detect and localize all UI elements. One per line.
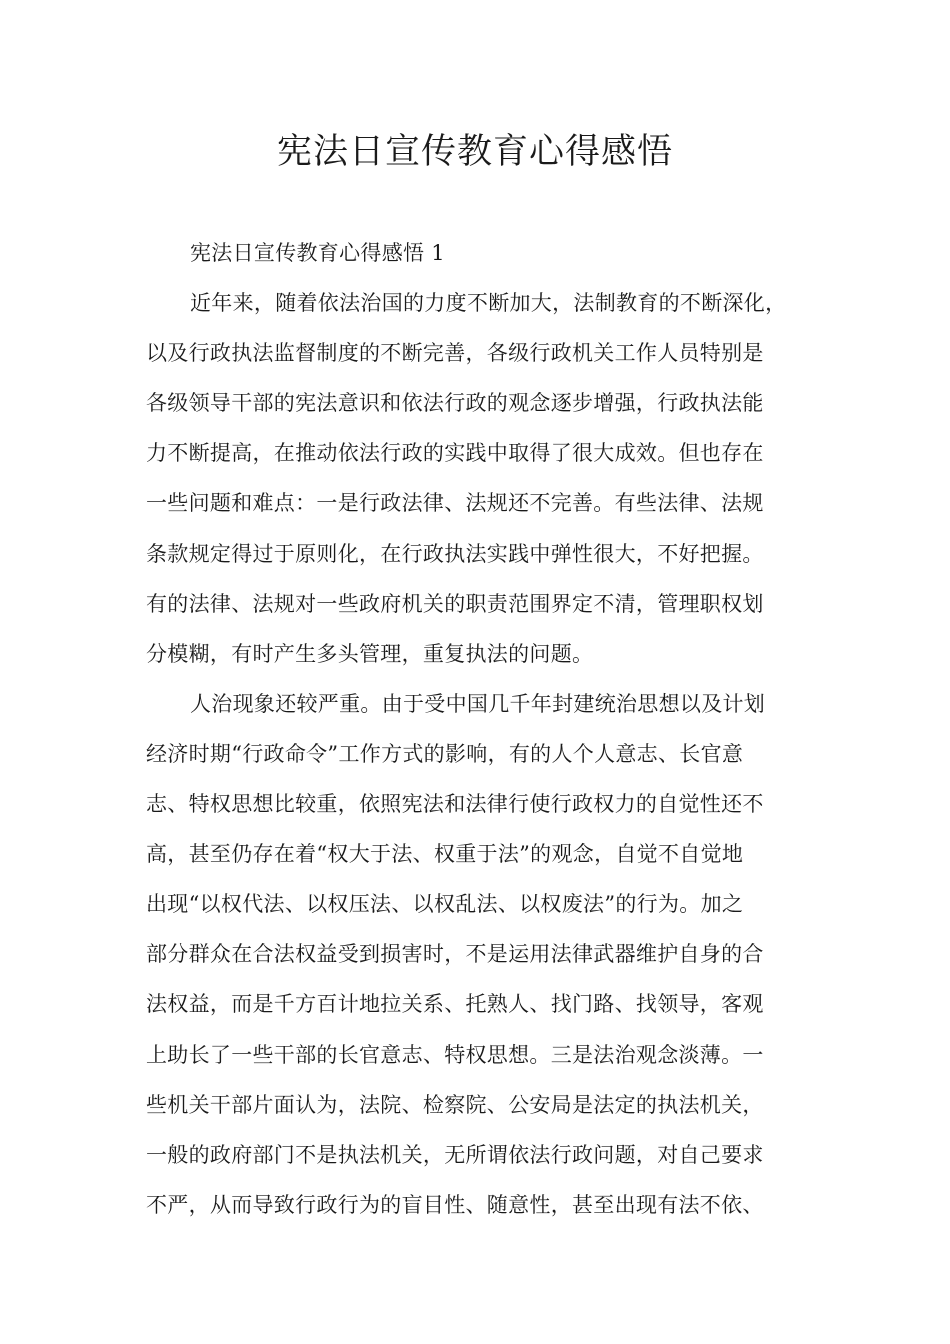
paragraph-line: 以及行政执法监督制度的不断完善，各级行政机关工作人员特别是 bbox=[146, 341, 764, 366]
paragraph-line: 经济时期“行政命令”工作方式的影响，有的人个人意志、长官意 bbox=[146, 741, 744, 766]
paragraph-line: 高，甚至仍存在着“权大于法、权重于法”的观念，自觉不自觉地 bbox=[146, 842, 744, 867]
paragraph-line: 有的法律、法规对一些政府机关的职责范围界定不清，管理职权划 bbox=[146, 591, 764, 616]
paragraph-line: 近年来，随着依法治国的力度不断加大，法制教育的不断深化， bbox=[190, 291, 787, 316]
section-subtitle: 宪法日宣传教育心得感悟 1 bbox=[190, 241, 445, 265]
paragraph-line: 出现“以权代法、以权压法、以权乱法、以权废法”的行为。加之 bbox=[146, 892, 744, 917]
paragraph-line: 法权益，而是千方百计地拉关系、托熟人、找门路、找领导，客观 bbox=[146, 992, 764, 1017]
document-title: 宪法日宣传教育心得感悟 bbox=[276, 132, 673, 172]
paragraph-line: 力不断提高，在推动依法行政的实践中取得了很大成效。但也存在 bbox=[146, 441, 764, 466]
document-body bbox=[146, 228, 826, 1230]
paragraph-line: 些机关干部片面认为，法院、检察院、公安局是法定的执法机关， bbox=[146, 1092, 764, 1117]
paragraph-line: 各级领导干部的宪法意识和依法行政的观念逐步增强，行政执法能 bbox=[146, 391, 764, 416]
paragraph-line: 部分群众在合法权益受到损害时，不是运用法律武器维护自身的合 bbox=[146, 942, 764, 967]
paragraph-line: 一般的政府部门不是执法机关，无所谓依法行政问题，对自己要求 bbox=[146, 1142, 764, 1167]
paragraph-line: 分模糊，有时产生多头管理，重复执法的问题。 bbox=[146, 641, 594, 666]
paragraph-line: 条款规定得过于原则化，在行政执法实践中弹性很大，不好把握。 bbox=[146, 541, 764, 566]
paragraph-line: 人治现象还较严重。由于受中国几千年封建统治思想以及计划 bbox=[190, 691, 766, 716]
paragraph-line: 上助长了一些干部的长官意志、特权思想。三是法治观念淡薄。一 bbox=[146, 1042, 764, 1067]
paragraph-line: 志、特权思想比较重，依照宪法和法律行使行政权力的自觉性还不 bbox=[146, 792, 764, 817]
paragraph-line: 一些问题和难点：一是行政法律、法规还不完善。有些法律、法规 bbox=[146, 491, 764, 516]
paragraph-line: 不严，从而导致行政行为的盲目性、随意性，甚至出现有法不依、 bbox=[146, 1192, 764, 1217]
